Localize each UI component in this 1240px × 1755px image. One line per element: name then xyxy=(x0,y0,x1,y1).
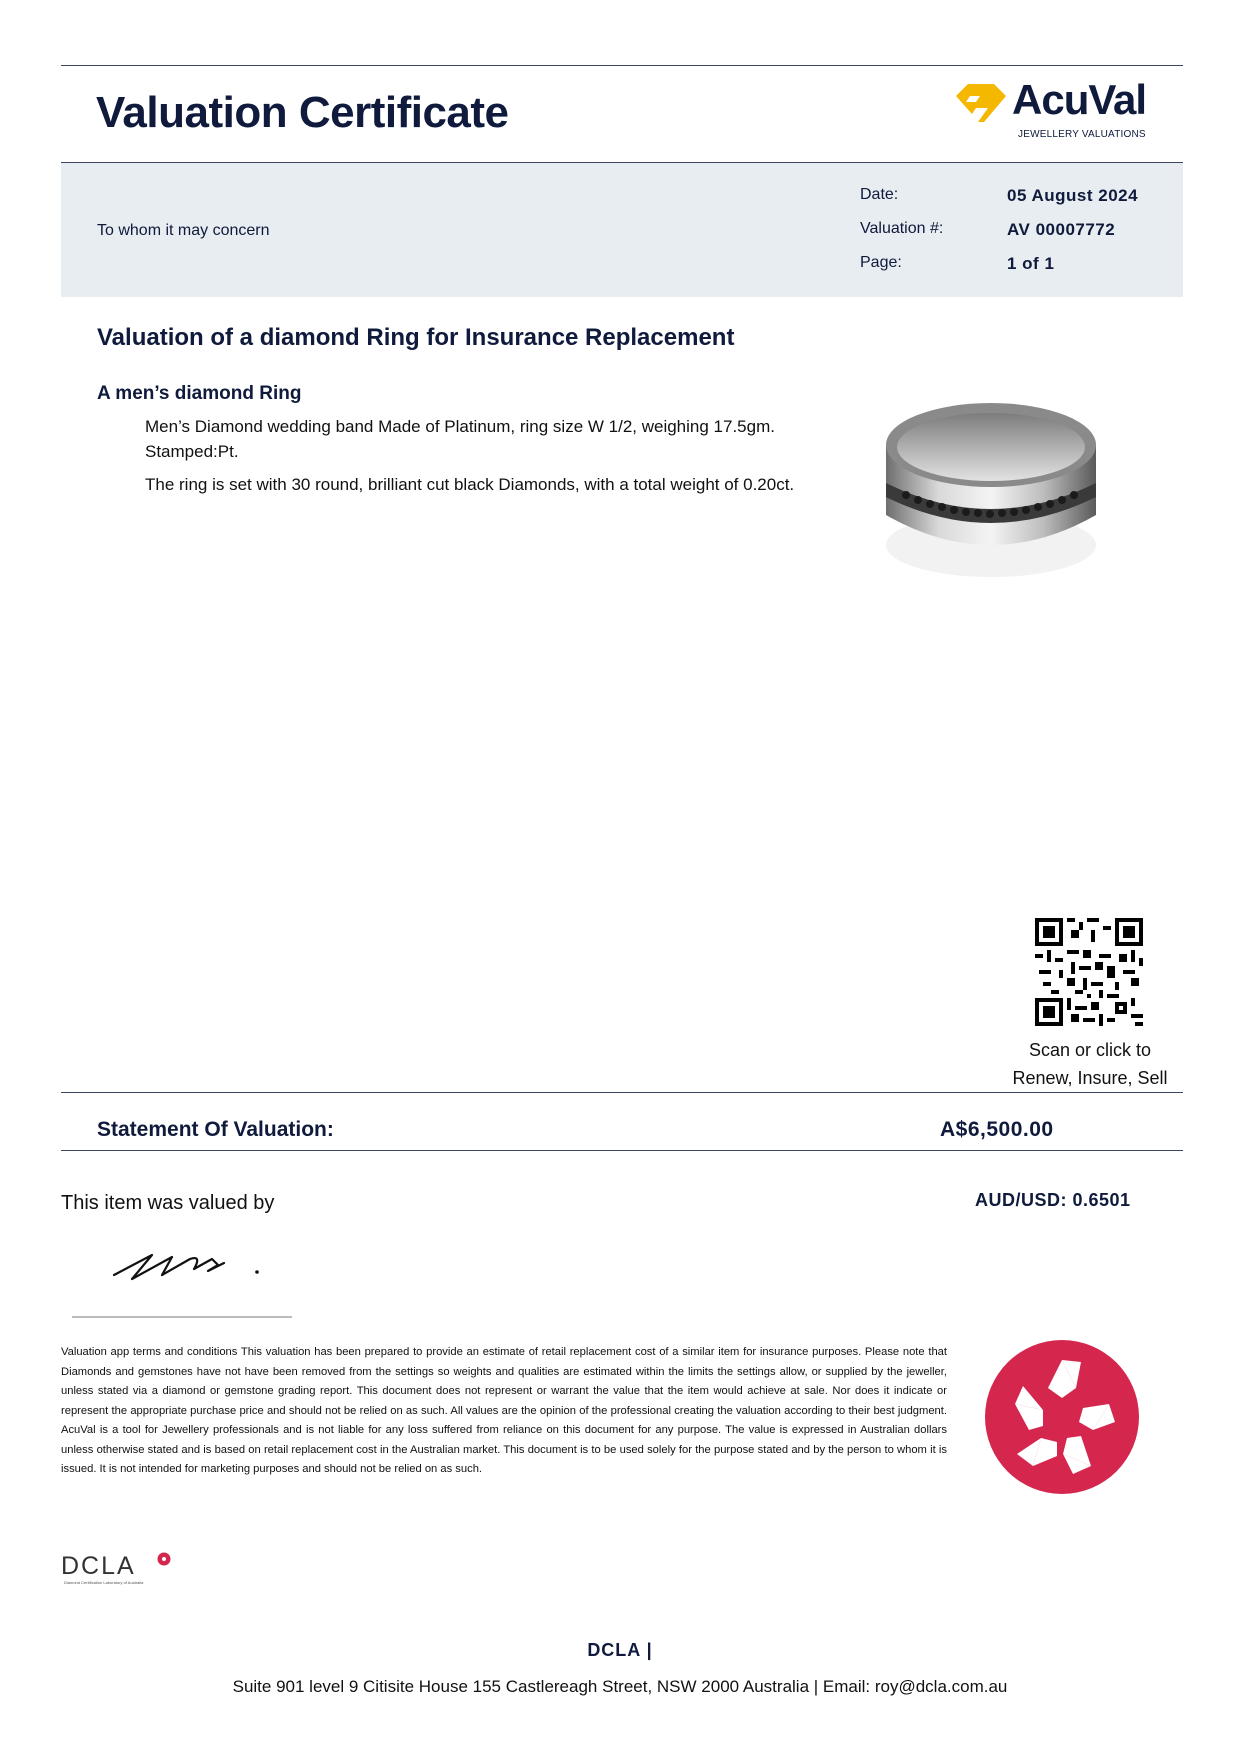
statement-value: A$6,500.00 xyxy=(940,1118,1054,1141)
page-label: Page: xyxy=(860,254,902,271)
item-heading: Valuation of a diamond Ring for Insurance Replacement xyxy=(97,324,735,351)
valued-by-text: This item was valued by xyxy=(61,1192,275,1214)
dcla-logo-star-icon xyxy=(157,1552,171,1566)
dcla-seal xyxy=(983,1338,1141,1496)
acuval-logo xyxy=(950,78,1160,144)
qr-caption-line-2: Renew, Insure, Sell xyxy=(1012,1068,1168,1088)
exchange-rate: AUD/USD: 0.6501 xyxy=(975,1190,1131,1210)
date-label: Date: xyxy=(860,186,899,203)
signature-line xyxy=(72,1316,292,1318)
statement-top-divider xyxy=(61,1092,1183,1093)
greeting: To whom it may concern xyxy=(97,222,270,239)
dcla-logo-tagline: Diamond Certification Laboratory of Australia xyxy=(64,1580,144,1585)
valuation-number-value: AV 00007772 xyxy=(1007,220,1116,239)
qr-caption xyxy=(1000,1036,1180,1092)
qr-caption-line-1: Scan or click to xyxy=(1028,1040,1152,1060)
terms-and-conditions: Valuation app terms and conditions This valuation has been prepared to provide an estimate of retail replacement cost of a similar item for insurance purposes. Please note that Diamonds and gemstones have not have been removed from the settings so weights and qualities are estimated within the limits the settings allow, or supplied by the jeweller, unless stated via a diamond or gemstone grading report. This document does not represent or warrant the value that the item would achieve at sale. Nor does it indicate or represent the appropriate purchase price and should not be relied on as such. All values are the opinion of the professional creating the valuation according to their best judgment. AcuVal is a tool for Jewellery professionals and is not liable for any loss suffered from reliance on this document for any purpose. The value is expressed in Australian dollars unless otherwise stated and is based on retail replacement cost in the Australian market. This document is to be used solely for the purpose stated and by the person to whom it is issued. It is not intended for marketing purposes and should not be relied on as such. xyxy=(61,1346,947,1475)
statement-label: Statement Of Valuation: xyxy=(97,1118,334,1141)
footer-address: Suite 901 level 9 Citisite House 155 Castlereagh Street, NSW 2000 Australia | Email: roy@dcla.com.au xyxy=(232,1677,1008,1696)
acuval-logo-tagline: JEWELLERY VALUATIONS xyxy=(1018,129,1146,140)
footer-company: DCLA | xyxy=(587,1640,653,1660)
band-top-divider xyxy=(61,162,1183,163)
valuation-number-label: Valuation #: xyxy=(860,220,944,237)
acuval-logo-wordmark: AcuVal xyxy=(1012,76,1147,123)
page-value: 1 of 1 xyxy=(1007,254,1055,273)
page-title: Valuation Certificate xyxy=(96,88,509,137)
acuval-logo-icon xyxy=(950,78,1010,128)
valuer-signature xyxy=(112,1245,272,1285)
item-description-line-1: Men’s Diamond wedding band Made of Platinum, ring size W 1/2, weighing 17.5gm. xyxy=(145,417,775,436)
date-value: 05 August 2024 xyxy=(1007,186,1139,205)
ring-photo xyxy=(876,395,1106,585)
item-description-line-2: Stamped:Pt. xyxy=(145,442,239,461)
statement-bottom-divider xyxy=(61,1150,1183,1151)
dcla-logo-wordmark: DCLA xyxy=(61,1552,136,1580)
top-divider xyxy=(61,65,1183,66)
dcla-logo xyxy=(61,1552,181,1588)
qr-code[interactable] xyxy=(1035,918,1143,1026)
item-subheading: A men’s diamond Ring xyxy=(97,383,302,404)
item-description-line-3: The ring is set with 30 round, brilliant cut black Diamonds, with a total weight of 0.20ct. xyxy=(145,475,795,494)
